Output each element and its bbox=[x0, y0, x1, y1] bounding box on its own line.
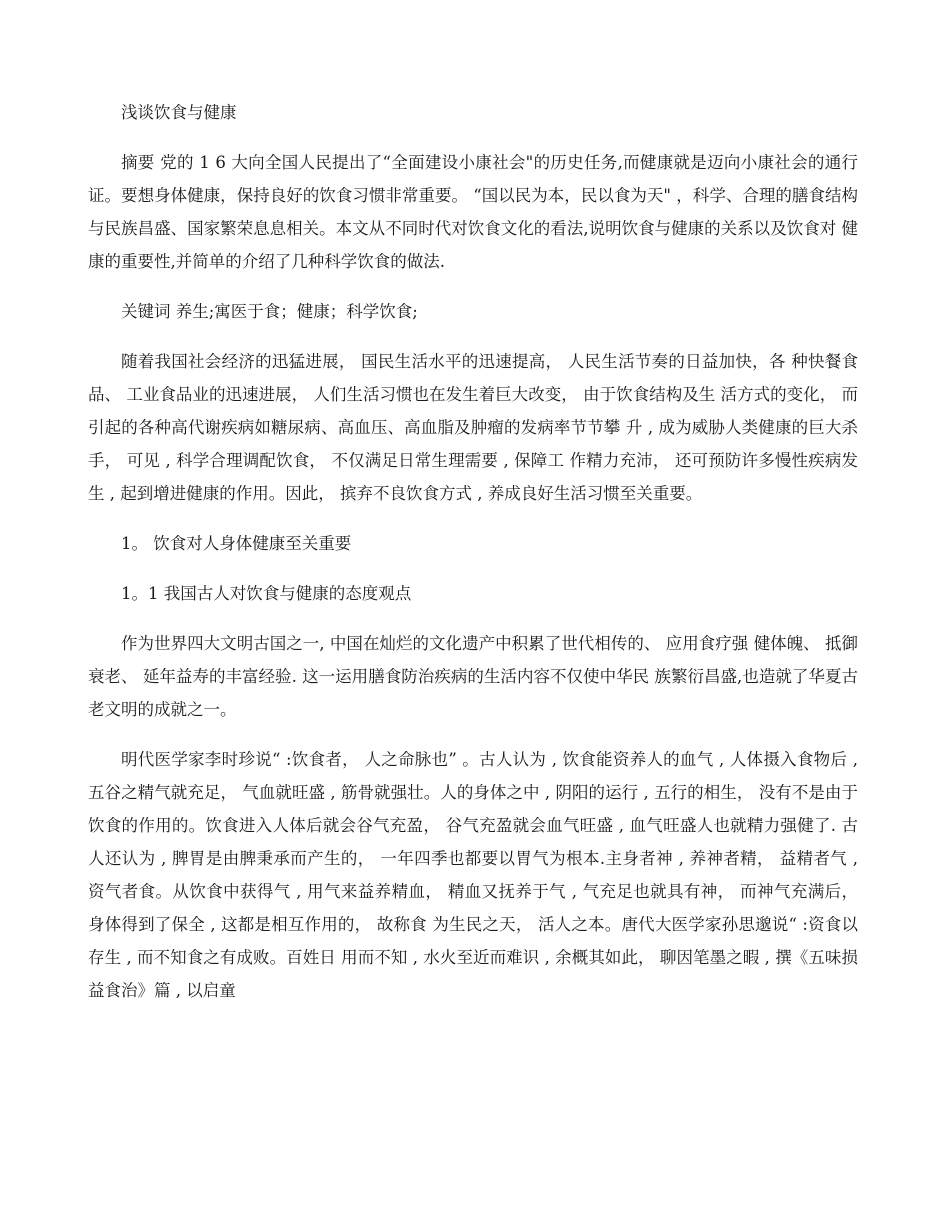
keywords-line: 关键词 养生;寓医于食；健康；科学饮食; bbox=[121, 302, 418, 321]
section-heading-1-1: 1。1 我国古人对饮食与健康的态度观点 bbox=[121, 584, 412, 603]
abstract-paragraph: 摘要 党的 1 6 大向全国人民提出了“全面建设小康社会"的历史任务,而健康就是迈向小康社会的通行 证。要想身体健康，保持良好的饮食习惯非常重要。 “国以民为本，民以食为天" ，科学、合理的膳食结构 与民族昌盛、国家繁荣息息相关。本文从不同时代对饮食文化的看法,说明饮食与健康的关系以及饮食对 健康的重要性,并简单的介绍了几种科学饮食的做法. bbox=[88, 153, 858, 271]
document-title: 浅谈饮食与健康 bbox=[121, 103, 237, 122]
document-page bbox=[88, 96, 858, 1024]
intro-paragraph: 随着我国社会经济的迅猛进展， 国民生活水平的迅速提高， 人民生活节奏的日益加快，各 种快餐食品、 工业食品业的迅速进展， 人们生活习惯也在发生着巨大改变， 由于饮食结构及生 活方式的变化， 而引起的各种高代谢疾病如糖尿病、高血压、高血脂及肿瘤的发病率节节攀 升 , 成为威胁人类健康的巨大杀手， 可见 , 科学合理调配饮食， 不仅满足日常生理需要 , 保障工 作精力充沛， 还可预防许多慢性疾病发生 , 起到增进健康的作用。因此， 摈弃不良饮食方式 , 养成良好生活习惯至关重要。 bbox=[88, 352, 858, 503]
section-heading-1: 1。 饮食对人身体健康至关重要 bbox=[121, 534, 352, 553]
body-paragraph-1: 作为世界四大文明古国之一, 中国在灿烂的文化遗产中积累了世代相传的、 应用食疗强 健体魄、 抵御衰老、 延年益寿的丰富经验. 这一运用膳食防治疾病的生活内容不仅使中华民 族繁衍昌盛,也造就了华夏古老文明的成就之一。 bbox=[88, 634, 858, 719]
body-paragraph-2: 明代医学家李时珍说“ :饮食者， 人之命脉也” 。古人认为 , 饮食能资养人的血气 , 人体摄入食物后 , 五谷之精气就充足， 气血就旺盛 , 筋骨就强壮。人的身体之中 , 阴阳的运行 , 五行的相生， 没有不是由于饮食的作用的。饮食进入人体后就会谷气充盈， 谷气充盈就会血气旺盛 , 血气旺盛人也就精力强健了. 古人还认为 , 脾胃是由脾秉承而产生的， 一年四季也都要以胃气为根本.主身者神 , 养神者精， 益精者气 , 资气者食。从饮食中获得气 , 用气来益养精血， 精血又抚养于气 , 气充足也就具有神， 而神气充满后， 身体得到了保全 , 这都是相互作用的， 故称食 为生民之天， 活人之本。唐代大医学家孙思邈说“ :资食以存生 , 而不知食之有成败。百姓日 用而不知 , 水火至近而难识 , 余概其如此， 聊因笔墨之暇 , 撰《五味损益食治》篇 , 以启童 bbox=[88, 750, 858, 1000]
